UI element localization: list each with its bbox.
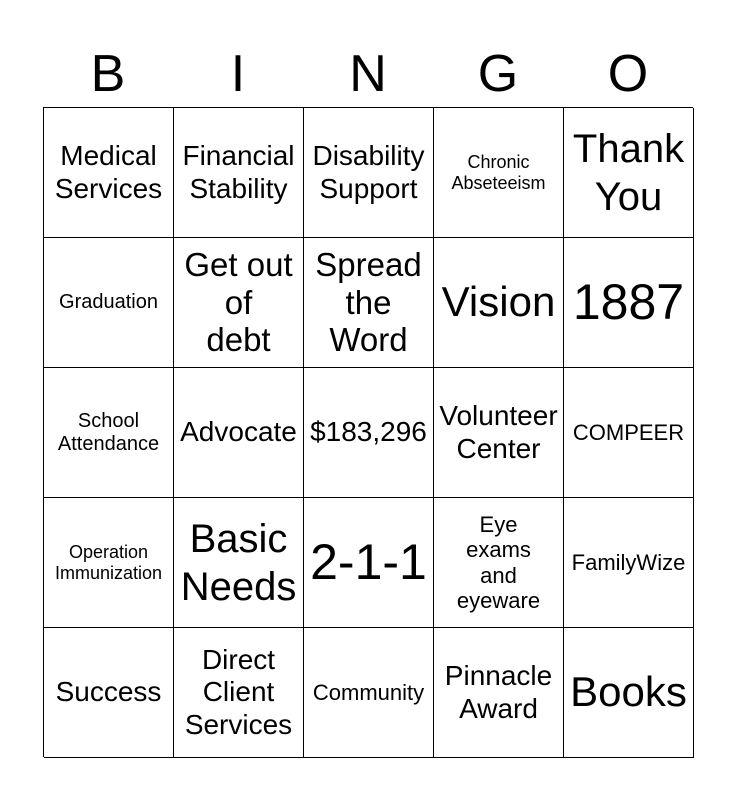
bingo-cell-r1-c3[interactable] bbox=[304, 108, 434, 238]
cell-label: Volunteer Center bbox=[439, 400, 558, 464]
cell-label: FamilyWize bbox=[571, 549, 686, 575]
bingo-cell-r4-c3[interactable] bbox=[304, 498, 434, 628]
cell-label: COMPEER bbox=[572, 419, 685, 445]
cell-label: Chronic Abseteeism bbox=[451, 151, 546, 193]
bingo-cell-r4-c5[interactable] bbox=[564, 498, 694, 628]
bingo-cell-r2-c1[interactable] bbox=[44, 238, 174, 368]
bingo-cell-r2-c3[interactable] bbox=[304, 238, 434, 368]
bingo-cell-r5-c3[interactable] bbox=[304, 628, 434, 758]
bingo-cell-r2-c2[interactable] bbox=[174, 238, 304, 368]
bingo-cell-r5-c5[interactable] bbox=[564, 628, 694, 758]
cell-label: Medical Services bbox=[54, 140, 163, 204]
bingo-cell-r1-c5[interactable] bbox=[564, 108, 694, 238]
bingo-cell-r1-c2[interactable] bbox=[174, 108, 304, 238]
cell-label: Spread the Word bbox=[315, 245, 422, 359]
bingo-cell-r3-c2[interactable] bbox=[174, 368, 304, 498]
bingo-cell-r5-c2[interactable] bbox=[174, 628, 304, 758]
cell-label: Community bbox=[312, 679, 425, 705]
bingo-cell-r4-c2[interactable] bbox=[174, 498, 304, 628]
header-letter-n: N bbox=[349, 45, 387, 103]
cell-label: Get out of debt bbox=[184, 245, 293, 359]
cell-label: Disability Support bbox=[312, 140, 425, 204]
cell-label: Pinnacle Award bbox=[444, 660, 553, 724]
cell-label: 1887 bbox=[572, 273, 685, 330]
bingo-cell-r3-c4[interactable] bbox=[434, 368, 564, 498]
cell-label: Advocate bbox=[180, 416, 297, 448]
bingo-cell-r2-c4[interactable] bbox=[434, 238, 564, 368]
bingo-cell-r3-c5[interactable] bbox=[564, 368, 694, 498]
bingo-cell-r3-c3[interactable] bbox=[304, 368, 434, 498]
cell-label: 2-1-1 bbox=[310, 533, 427, 590]
cell-label: Eye exams and eyeware bbox=[456, 511, 541, 613]
header-letter-b: B bbox=[90, 45, 126, 103]
bingo-cell-r1-c1[interactable] bbox=[44, 108, 174, 238]
bingo-cell-r5-c4[interactable] bbox=[434, 628, 564, 758]
cell-label: Basic Needs bbox=[180, 516, 297, 609]
cell-label: Thank You bbox=[572, 126, 685, 219]
bingo-header bbox=[43, 44, 693, 104]
cell-label: Financial Stability bbox=[182, 140, 295, 204]
cell-label: Graduation bbox=[59, 291, 158, 313]
bingo-cell-r2-c5[interactable] bbox=[564, 238, 694, 368]
bingo-cell-r4-c4[interactable] bbox=[434, 498, 564, 628]
cell-label: School Attendance bbox=[57, 409, 160, 455]
bingo-cell-r5-c1[interactable] bbox=[44, 628, 174, 758]
bingo-cell-r1-c4[interactable] bbox=[434, 108, 564, 238]
header-letter-o: O bbox=[607, 45, 649, 103]
bingo-board bbox=[43, 107, 693, 757]
cell-label: $183,296 bbox=[310, 416, 427, 448]
header-letter-i: I bbox=[230, 45, 246, 103]
cell-label: Operation Immunization bbox=[54, 541, 163, 583]
cell-label: Direct Client Services bbox=[184, 644, 293, 740]
cell-label: Vision bbox=[441, 278, 556, 326]
cell-label: Books bbox=[570, 668, 687, 716]
cell-label: Success bbox=[55, 676, 162, 708]
header-letter-g: G bbox=[477, 45, 519, 103]
bingo-cell-r4-c1[interactable] bbox=[44, 498, 174, 628]
bingo-cell-r3-c1[interactable] bbox=[44, 368, 174, 498]
